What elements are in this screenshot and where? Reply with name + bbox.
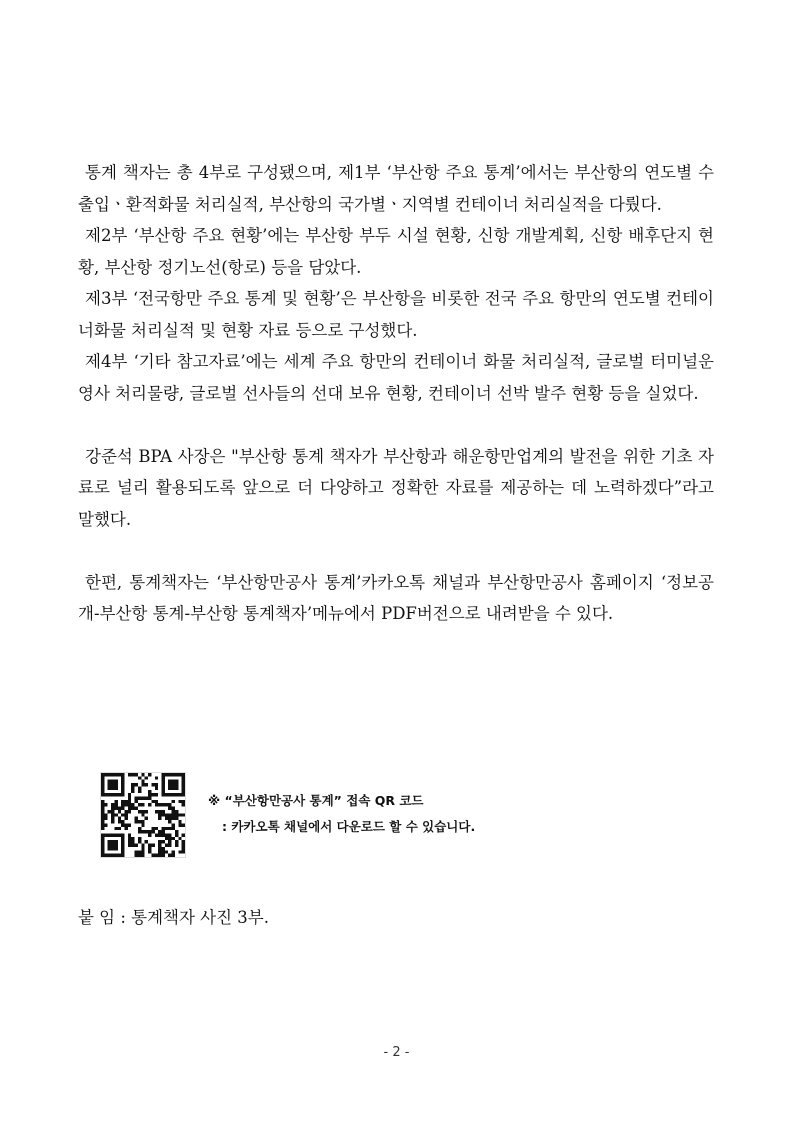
qr-caption-title: ※ “부산항만공사 통계” 접속 QR 코드 [208, 793, 424, 808]
paragraph-part3: 제3부 ‘전국항만 주요 통계 및 현황’은 부산항을 비롯한 전국 주요 항만의 연도별 컨테이너화물 처리실적 및 현황 자료 등으로 구성했다. [78, 289, 714, 340]
paragraph-part4: 제4부 ‘기타 참고자료’에는 세계 주요 항만의 컨테이너 화물 처리실적, 글로벌 터미널운영사 처리물량, 글로벌 선사들의 선대 보유 현황, 컨테이너 선박 발주 현황 등을 실었다. [78, 352, 714, 403]
qr-caption [208, 788, 475, 840]
body-text [78, 157, 714, 630]
paragraph-structure: 통계 책자는 총 4부로 구성됐으며, 제1부 ‘부산항 주요 통계’에서는 부산항의 연도별 수출입ㆍ환적화물 처리실적, 부산항의 국가별ㆍ지역별 컨테이너 처리실적을 다뤘다. [78, 163, 714, 214]
spacer [78, 409, 714, 441]
attachment-note: 붙 임 : 통계책자 사진 3부. [78, 908, 269, 927]
paragraph-part2: 제2부 ‘부산항 주요 현황’에는 부산항 부두 시설 현황, 신항 개발계획, 신항 배후단지 현황, 부산항 정기노선(항로) 등을 담았다. [78, 226, 714, 277]
qr-code-icon[interactable] [100, 772, 186, 858]
qr-caption-description: : 카카오톡 채널에서 다운로드 할 수 있습니다. [222, 819, 476, 834]
qr-section [100, 772, 660, 860]
page-number: - 2 - [383, 1045, 410, 1060]
spacer [78, 535, 714, 567]
paragraph-ceo-quote: 강준석 BPA 사장은 "부산항 통계 책자가 부산항과 해운항만업계의 발전을 위한 기초 자료로 널리 활용되도록 앞으로 더 다양하고 정확한 자료를 제공하는 데 노력하겠다”라고 말했다. [78, 446, 714, 529]
paragraph-download-info: 한편, 통계책자는 ‘부산항만공사 통계’카카오톡 채널과 부산항만공사 홈페이지 ‘정보공개-부산항 통계-부산항 통계책자’메뉴에서 PDF버전으로 내려받을 수 있다. [78, 572, 714, 623]
